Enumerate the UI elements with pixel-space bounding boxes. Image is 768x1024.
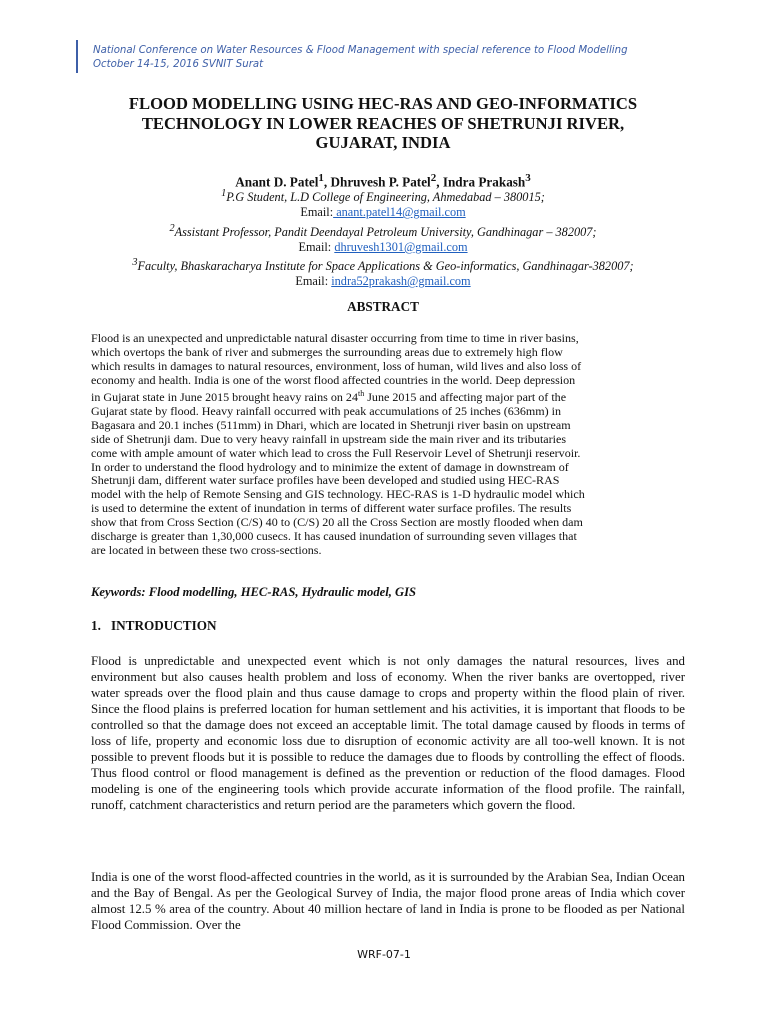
ordinal-sup: th xyxy=(357,389,365,399)
conference-name: National Conference on Water Resources & Flood Management with special reference to Flood Modelling xyxy=(93,45,628,56)
author-name: Dhruvesh P. Patel xyxy=(330,174,431,190)
intro-paragraph-1: Flood is unpredictable and unexpected event which is not only damages the natural resources, lives and environment but also causes health problem and loss of economy. When the river banks are overtopped, river water spreads over the flood plain and thus cause damage to crops and property within the flood plain of river. Since the flood plains is preferred location for human settlement and his activities, it is important that floods to be controlled so that the damage does not exceed an acceptable limit. The total damage caused by floods in terms of loss of life, property and economic loss due to disruption of economic activity are all too-well known. It is not possible to prevent floods but it is possible to reduce the damages due to floods by controlling the effect of floods. Thus flood control or flood management is defined as the prevention or reduction of the flood damages. Flood modeling is one of the engineering tools which provide accurate information of the flood profile. The rainfall, runoff, catchment characteristics and return period are the parameters which govern the flood. xyxy=(91,654,685,813)
section-heading xyxy=(91,618,685,634)
affiliation-text: Assistant Professor, Pandit Deendayal Petroleum University, Gandhinagar – 382007; xyxy=(174,224,597,239)
author-name: Anant D. Patel xyxy=(235,174,319,190)
abstract-line: Gujarat state by flood. Heavy rainfall occurred with peak accumulations of 25 inches (636mm) in xyxy=(91,404,562,419)
affiliation-2 xyxy=(80,221,686,240)
author-list: Anant D. Patel$^1$, Dhruvesh P. Patel$^2$, Indra Prakash$^3$ xyxy=(235,172,531,190)
abstract-line: In order to understand the flood hydrology and to minimize the extent of damage in downstream of xyxy=(91,459,569,474)
abstract-line: come with ample amount of water which lead to cross the Full Reservoir Level of Shetrunji reservoir. xyxy=(91,445,581,460)
abstract-line: model with the help of Remote Sensing and GIS technology. HEC-RAS is 1-D hydraulic model which xyxy=(91,487,585,502)
affiliation-text: Faculty, Bhaskaracharya Institute for Space Applications & Geo-informatics, Gandhinagar-382007; xyxy=(137,259,634,274)
abstract-line: Bagasara and 20.1 inches (511mm) in Dhari, which are located in Shetrunji river basin on upstream xyxy=(91,418,571,433)
abstract-line: is used to determine the extent of inundation in terms of different water surface profiles. The results xyxy=(91,501,572,516)
author-sup: 3 xyxy=(525,172,531,184)
affiliation-sup: 1 xyxy=(221,188,227,199)
abstract-body xyxy=(91,332,685,558)
author-sup: 1 xyxy=(318,172,324,184)
title-line-3: GUJARAT, INDIA xyxy=(315,133,451,152)
email-label: Email: xyxy=(300,205,334,220)
abstract-line: which results in damages to natural resources, environment, loss of human, wild lives and also loss of xyxy=(91,358,582,373)
abstract-line-date xyxy=(91,387,685,405)
abstract-text: in Gujarat state in June 2015 brought heavy rains on 24 xyxy=(91,390,358,405)
abstract-line: are located in between these two cross-sections. xyxy=(91,542,322,557)
email-line-3 xyxy=(80,274,686,289)
intro-paragraph-2: India is one of the worst flood-affected countries in the world, as it is surrounded by the Arabian Sea, Indian Ocean and the Bay of Bengal. As per the Geological Survey of India, the major flood prone areas of India which cover almost 12.5 % area of the country. About 40 million hectare of land in India is prone to be flooded as per National Flood Commission. Over the xyxy=(91,870,685,933)
affiliations xyxy=(80,186,686,290)
abstract-text: June 2015 and affecting major part of the xyxy=(364,390,567,405)
title-line-2: TECHNOLOGY IN LOWER REACHES OF SHETRUNJI RIVER, xyxy=(141,113,625,133)
abstract-line: economy and health. India is one of the worst flood affected countries in the world. Deep depression xyxy=(91,372,576,387)
affiliation-1 xyxy=(80,186,686,205)
email-line-2 xyxy=(80,240,686,255)
section-number: 1. xyxy=(91,618,101,633)
affiliation-3 xyxy=(80,255,686,274)
section-title: INTRODUCTION xyxy=(111,618,217,633)
email-link[interactable]: indra52prakash@gmail.com xyxy=(331,274,471,289)
abstract-line: which overtops the bank of river and submerges the surrounding areas due to extremely high flow xyxy=(91,344,563,359)
affiliation-sup: 2 xyxy=(169,222,175,234)
author-name: Indra Prakash xyxy=(442,174,526,190)
email-label: Email: xyxy=(295,274,329,289)
abstract-line: Flood is an unexpected and unpredictable natural disaster occurring from time to time in river basins, xyxy=(91,331,579,345)
abstract-line: discharge is greater than 1,30,000 cusecs. It has caused inundation of surrounding seven villages that xyxy=(91,528,577,543)
abstract-line: Shetrunji dam, different water surface profiles have been developed and studied using HEC-RAS xyxy=(91,473,560,488)
abstract-line: side of Shetrunji dam. Due to very heavy rainfall in upstream side the main river and its tributaries xyxy=(91,431,567,446)
author-sup: 2 xyxy=(430,172,437,184)
abstract-heading: ABSTRACT xyxy=(347,299,419,314)
title-line-1: FLOOD MODELLING USING HEC-RAS AND GEO-INFORMATICS xyxy=(128,94,638,113)
email-link[interactable]: dhruvesh1301@gmail.com xyxy=(334,239,468,254)
paper-title xyxy=(80,94,686,153)
email-link[interactable]: anant.patel14@gmail.com xyxy=(333,205,466,220)
conference-header xyxy=(93,44,733,72)
keywords: Keywords: Flood modelling, HEC-RAS, Hydraulic model, GIS xyxy=(91,585,417,599)
email-line-1 xyxy=(80,205,686,220)
affiliation-sup: 3 xyxy=(132,257,138,268)
affiliation-text: P.G Student, L.D College of Engineering, Ahmedabad – 380015; xyxy=(226,190,545,205)
header-accent-bar xyxy=(76,40,78,73)
email-label: Email: xyxy=(298,239,332,254)
conference-date: October 14-15, 2016 SVNIT Surat xyxy=(93,59,264,70)
abstract-line: show that from Cross Section (C/S) 40 to (C/S) 20 all the Cross Section are mostly flooded when dam xyxy=(91,514,583,529)
page-footer: WRF-07-1 xyxy=(357,948,411,961)
